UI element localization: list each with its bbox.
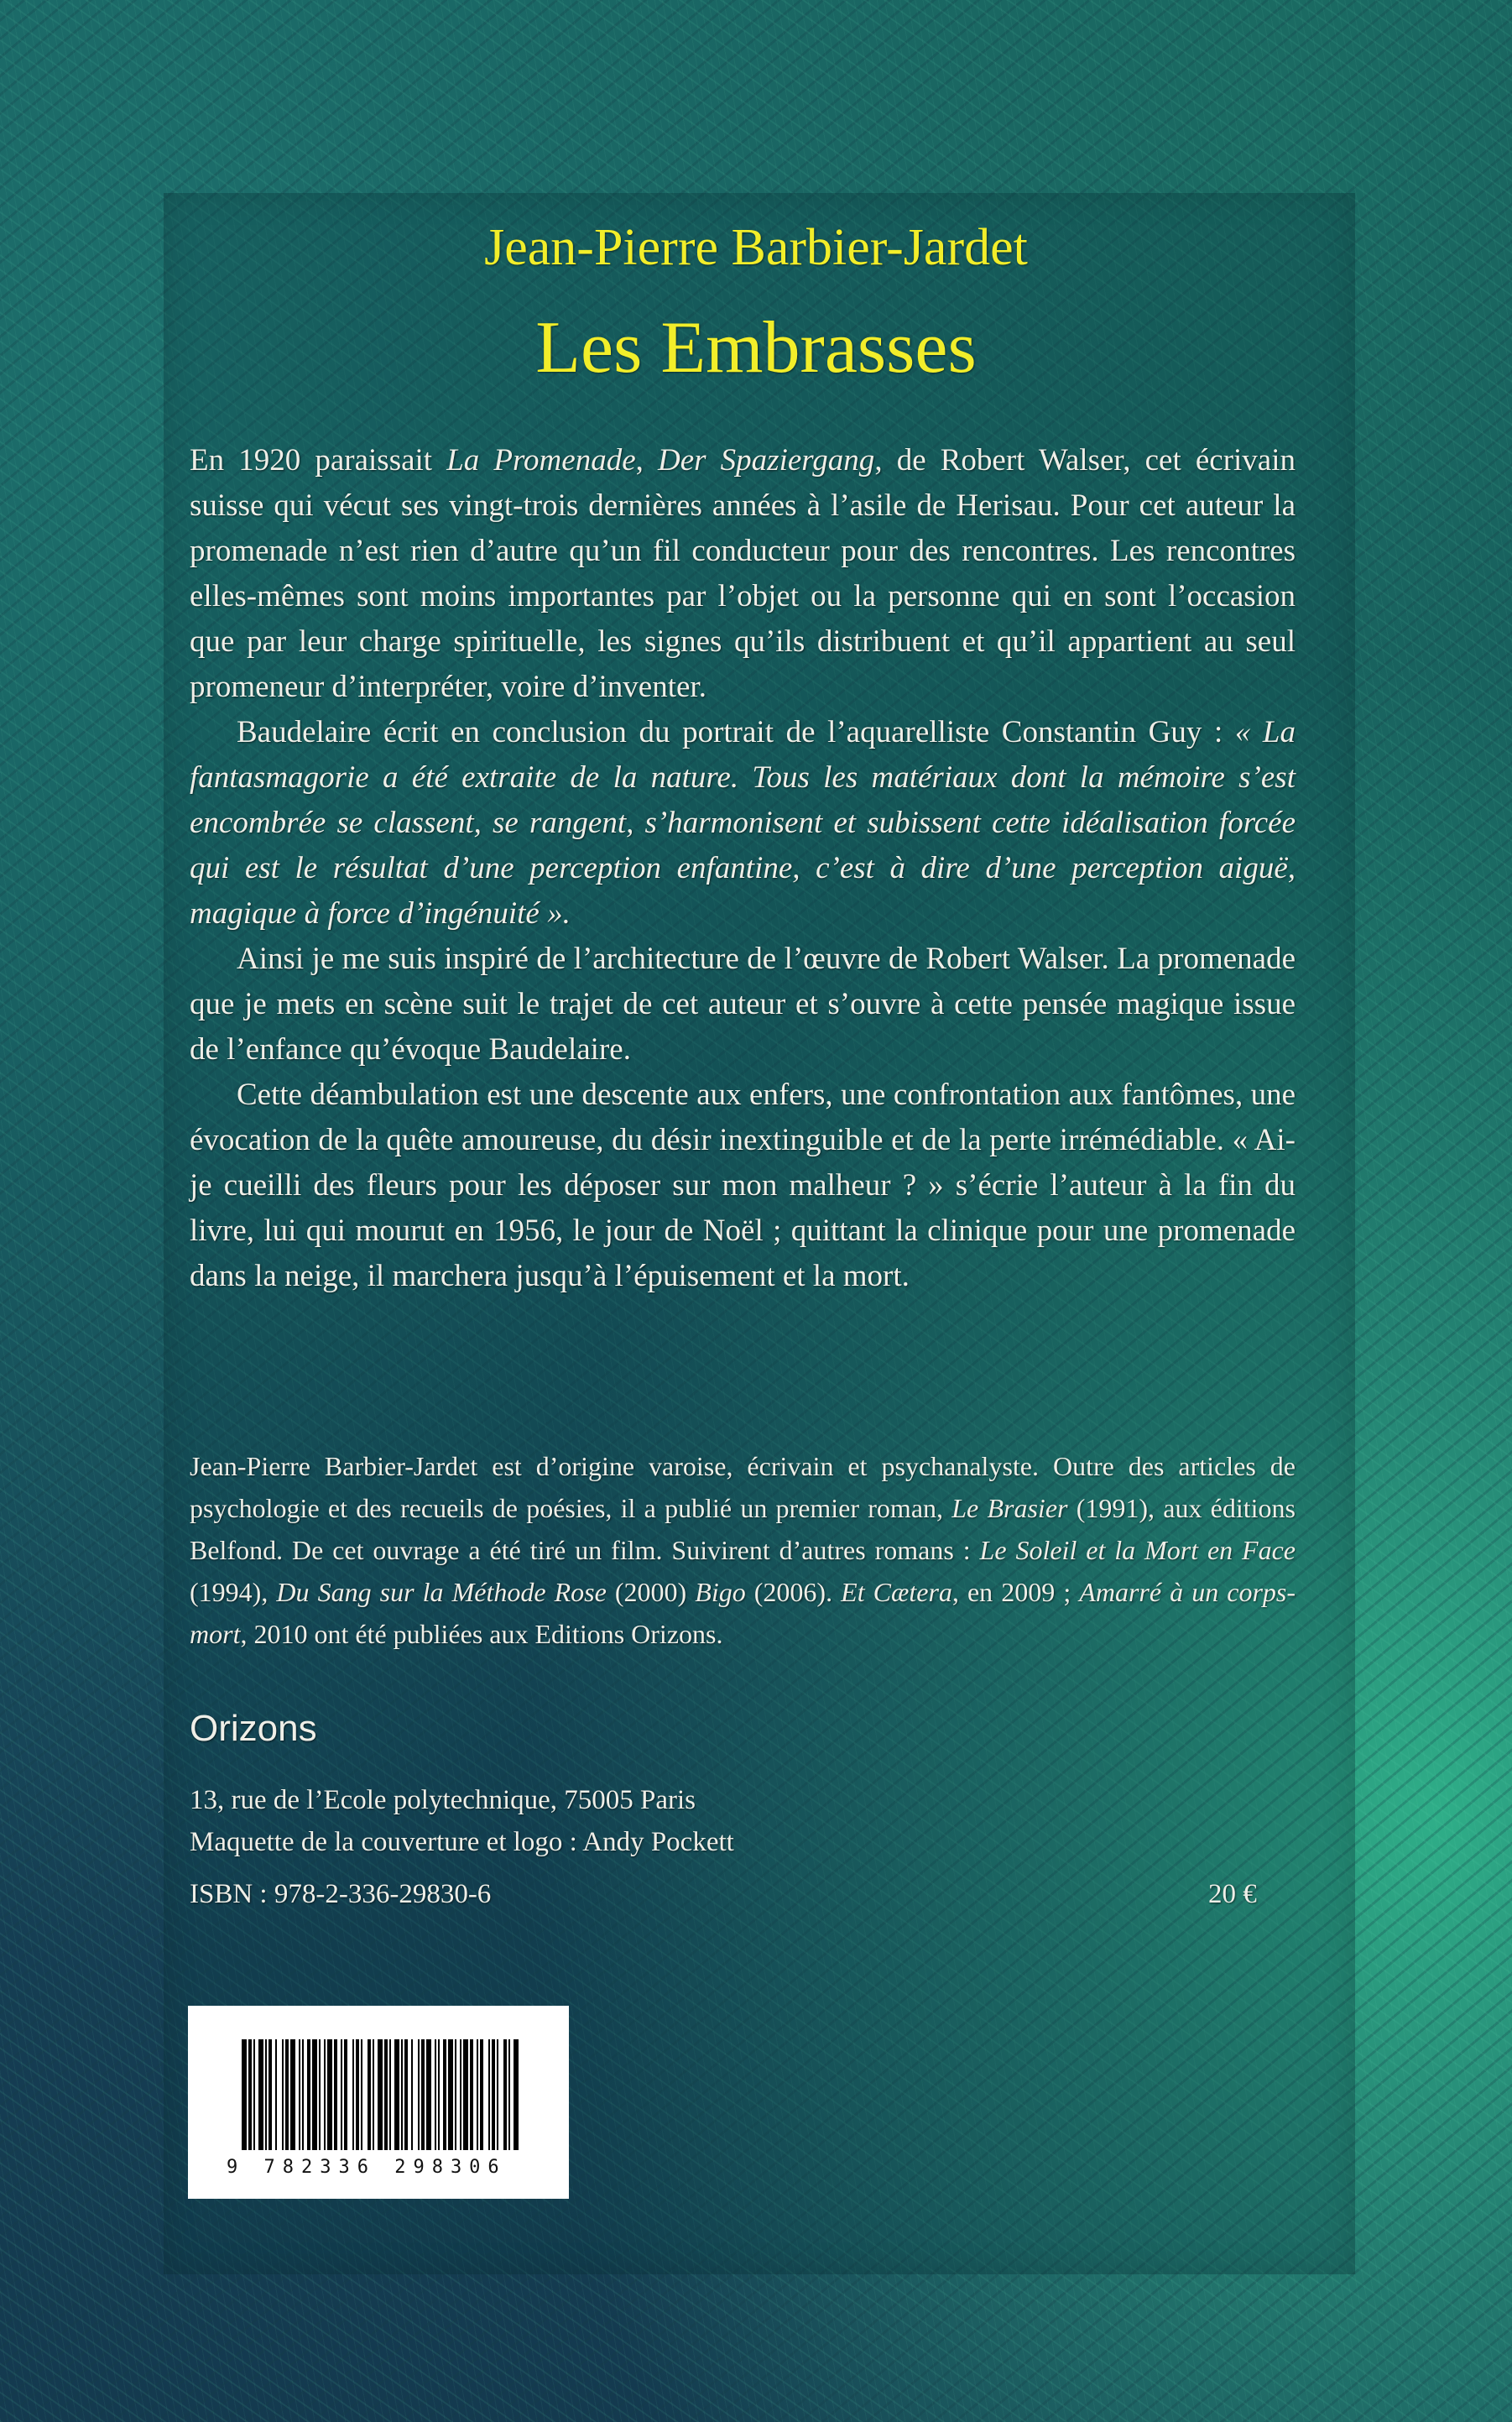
- barcode-bar: [285, 2039, 289, 2150]
- barcode-bar: [282, 2039, 284, 2150]
- barcode-bar: [448, 2039, 453, 2150]
- barcode-bar: [404, 2039, 408, 2150]
- barcode-bar: [460, 2039, 461, 2150]
- barcode-bar: [401, 2039, 403, 2150]
- author-name: Jean-Pierre Barbier-Jardet: [484, 219, 1028, 276]
- barcode-bar: [384, 2039, 388, 2150]
- text-run: ,: [635, 443, 659, 478]
- barcode-bar: [319, 2039, 321, 2150]
- barcode-bar: [269, 2039, 272, 2150]
- barcode-bar: [394, 2039, 399, 2150]
- barcode-bar: [352, 2039, 354, 2150]
- text-run: , 2010 ont été publiées aux Editions Orizons.: [240, 1619, 723, 1649]
- barcode-bar: [463, 2039, 468, 2150]
- barcode-bar: [242, 2039, 247, 2150]
- italic-text: Le Soleil et la Mort en Face: [979, 1535, 1296, 1565]
- barcode-bar: [265, 2039, 267, 2150]
- barcode-bar: [258, 2039, 263, 2150]
- barcode-bar: [307, 2039, 310, 2150]
- barcode-bar: [470, 2039, 473, 2150]
- barcode-bar: [435, 2039, 436, 2150]
- barcode-bar: [344, 2039, 347, 2150]
- blurb: [190, 438, 1296, 1299]
- book-title: Les Embrasses: [535, 307, 977, 389]
- barcode-bar: [426, 2039, 431, 2150]
- barcode-bar: [253, 2039, 255, 2150]
- text-run: , en 2009 ;: [952, 1577, 1080, 1607]
- barcode-bar: [290, 2039, 295, 2150]
- cover-design-credit: Maquette de la couverture et logo : Andy Pockett: [190, 1827, 734, 1857]
- barcode-bar: [508, 2039, 510, 2150]
- italic-text: « La fantasmagorie a été extraite de la nature. Tous les matériaux dont la mémoire s’est encombrée se classent, se rangent, s’harmonisent et subissent cette idéalisation forcée qui est le résultat d’une perception enfantine, c’est à dire d’une perception aiguë, magique à force d’ingénuité ».: [190, 715, 1296, 931]
- italic-text: Amarré à un corps-mort: [190, 1577, 1296, 1649]
- italic-text: Le Brasier: [952, 1493, 1068, 1523]
- barcode-bar: [411, 2039, 413, 2150]
- barcode-bar: [327, 2039, 332, 2150]
- barcode-bar: [361, 2039, 362, 2150]
- publisher-address: 13, rue de l’Ecole polytechnique, 75005 Paris: [190, 1785, 696, 1815]
- blurb-paragraph-1: [190, 438, 1296, 710]
- publisher-name: Orizons: [190, 1708, 317, 1749]
- barcode-bar: [341, 2039, 342, 2150]
- barcode-bar: [299, 2039, 300, 2150]
- barcode-bar: [356, 2039, 359, 2150]
- barcode-bar: [488, 2039, 490, 2150]
- barcode-bar: [438, 2039, 440, 2150]
- barcode-bar: [497, 2039, 498, 2150]
- barcode-bar: [302, 2039, 304, 2150]
- text-run: Jean-Pierre Barbier-Jardet est d’origine varoise, écrivain et psychanalyste. Outre des articles de psychologie et des recueils de poésies, il a publié un premier roman,: [190, 1451, 1296, 1523]
- isbn: ISBN : 978-2-336-29830-6: [190, 1879, 492, 1909]
- barcode-digits: 9 782336 298306: [227, 2157, 507, 2178]
- text-run: Cette déambulation est une descente aux enfers, une confrontation aux fantômes, une évocation de la quête amoureuse, du désir inextinguible et de la perte irrémédiable. « Ai-je cueilli des fleurs pour les déposer sur mon malheur ? » s’écrie l’auteur à la fin du livre, lui qui mourut en 1956, le jour de Noël ; quittant la clinique pour une promenade dans la neige, il marchera jusqu’à l’épuisement et la mort.: [190, 1078, 1296, 1293]
- text-run: (1991), aux éditions Belfond. De cet ouvrage a été tiré un film. Suivirent d’autres romans :: [190, 1493, 1296, 1565]
- barcode-bar: [418, 2039, 420, 2150]
- text-run: (2006).: [745, 1577, 842, 1607]
- barcode-bar: [477, 2039, 478, 2150]
- barcode-bar: [312, 2039, 317, 2150]
- barcode-bar: [368, 2039, 371, 2150]
- italic-text: Et Cætera: [841, 1577, 952, 1607]
- barcode-bar: [443, 2039, 446, 2150]
- barcode-bar: [389, 2039, 391, 2150]
- barcode-bar: [334, 2039, 337, 2150]
- text-run: (1994),: [190, 1577, 277, 1607]
- author-bio: [190, 1445, 1296, 1655]
- barcode-bar: [324, 2039, 326, 2150]
- italic-text: Der Spaziergang: [658, 443, 875, 478]
- text-run: , de Robert Walser, cet écrivain suisse qui vécut ses vingt-trois dernières années à l’asile de Herisau. Pour cet auteur la promenade n’est rien d’autre qu’un fil conducteur pour des rencontres. Les rencontres elles-mêmes sont moins importantes par l’objet ou la personne qui en sont l’occasion que par leur charge spirituelle, les signes qu’ils distribuent et qu’il appartient au seul promeneur d’interpréter, voire d’inventer.: [190, 443, 1296, 704]
- barcode: [188, 2006, 569, 2199]
- text-run: Baudelaire écrit en conclusion du portrait de l’aquarelliste Constantin Guy :: [237, 715, 1235, 749]
- barcode-bar: [514, 2039, 519, 2150]
- barcode-bar: [455, 2039, 456, 2150]
- italic-text: Bigo: [695, 1577, 746, 1607]
- text-run: (2000): [606, 1577, 696, 1607]
- barcode-bar: [421, 2039, 425, 2150]
- barcode-bar: [373, 2039, 374, 2150]
- text-run: Ainsi je me suis inspiré de l’architecture de l’œuvre de Robert Walser. La promenade que je mets en scène suit le trajet de cet auteur et s’ouvre à cette pensée magique issue de l’enfance qu’évoque Baudelaire.: [190, 942, 1296, 1067]
- price: 20 €: [1208, 1879, 1257, 1909]
- barcode-bar: [480, 2039, 483, 2150]
- blurb-paragraph-2: [190, 710, 1296, 937]
- barcode-bar: [503, 2039, 507, 2150]
- text-run: En 1920 paraissait: [190, 443, 447, 478]
- barcode-bars: [242, 2039, 519, 2157]
- barcode-bar: [275, 2039, 277, 2150]
- italic-text: La Promenade: [446, 443, 636, 478]
- blurb-paragraph-4: [190, 1073, 1296, 1299]
- barcode-bar: [248, 2039, 252, 2150]
- italic-text: Du Sang sur la Méthode Rose: [276, 1577, 607, 1607]
- barcode-bar: [378, 2039, 383, 2150]
- blurb-paragraph-3: [190, 937, 1296, 1073]
- barcode-bar: [492, 2039, 495, 2150]
